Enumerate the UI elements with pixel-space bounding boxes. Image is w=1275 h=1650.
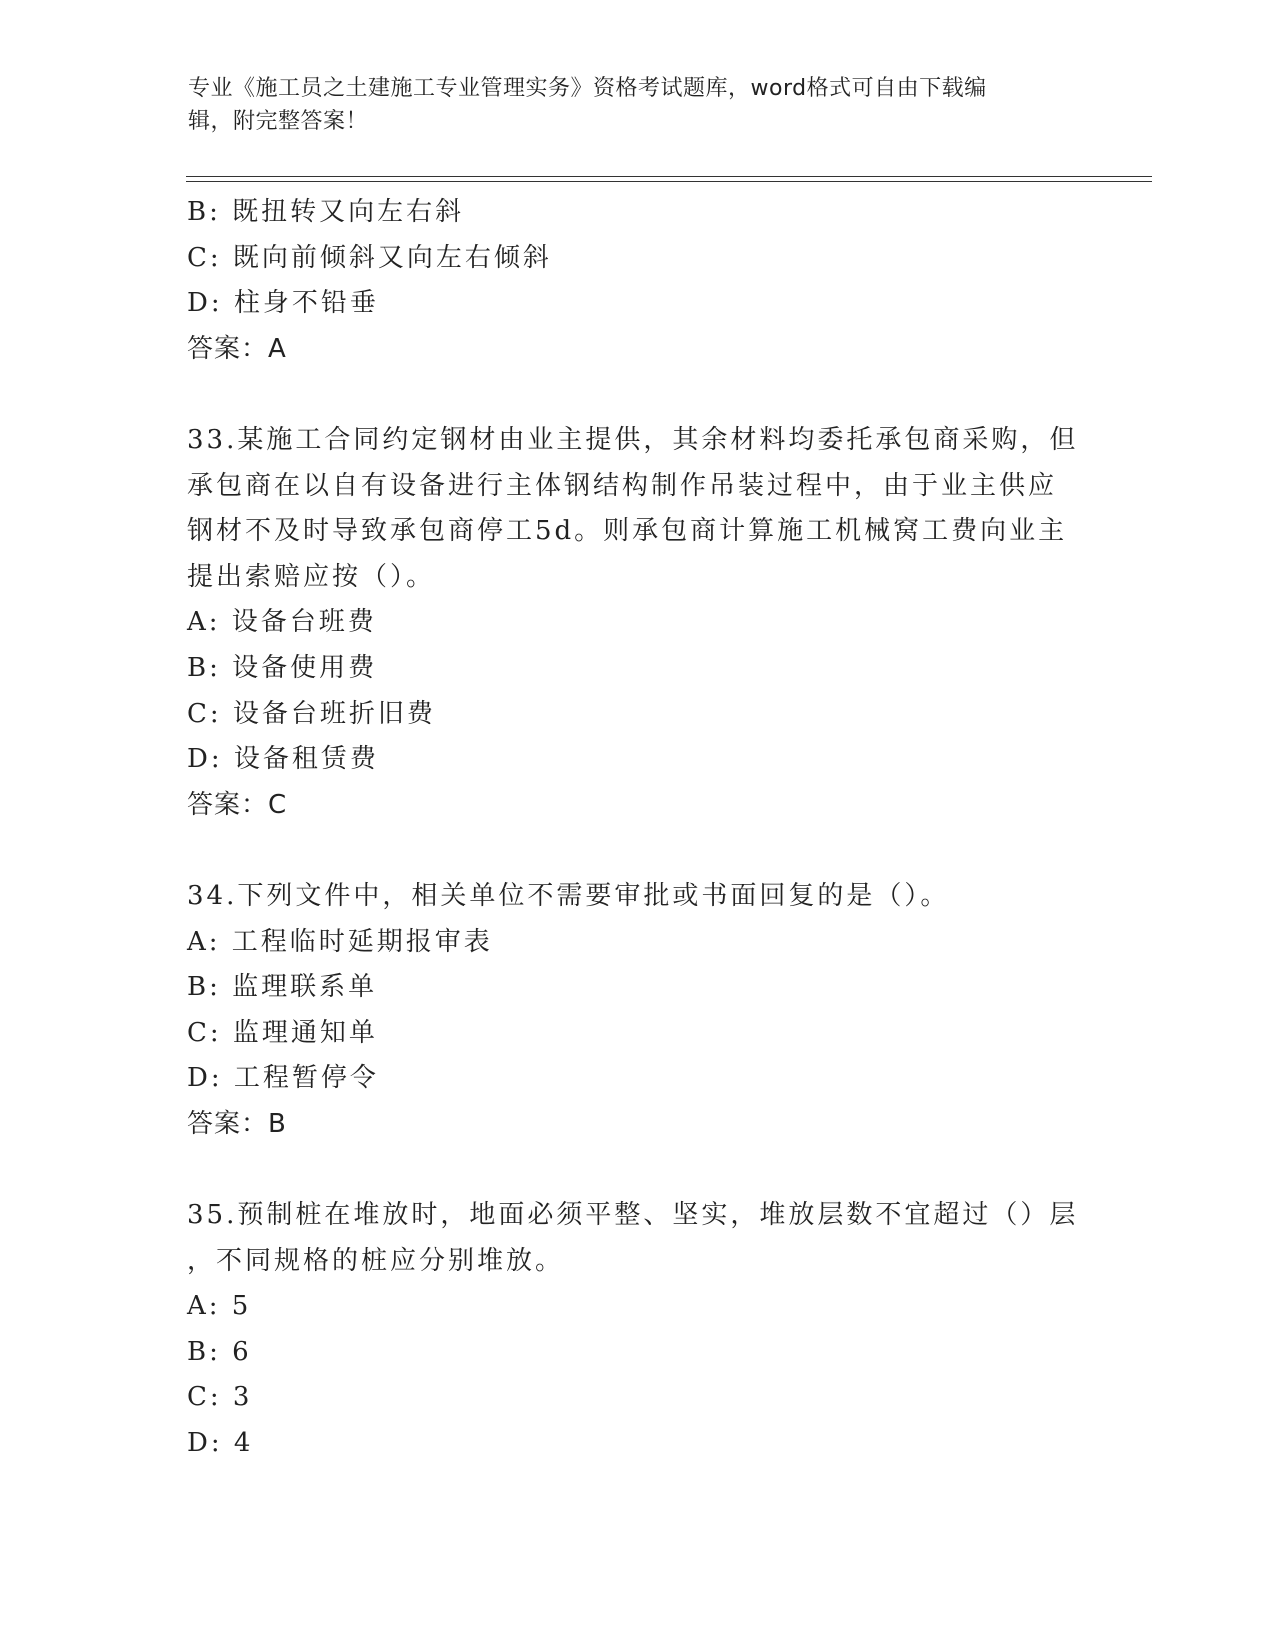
answer: 答案：B [187, 1108, 287, 1139]
question-33 [187, 418, 1087, 828]
question-stem: 34.下列文件中，相关单位不需要审批或书面回复的是（）。 [187, 880, 950, 911]
header-line-2: 辑，附完整答案！ [188, 109, 369, 134]
spacer [187, 372, 1087, 418]
question-stem: 33.某施工合同约定钢材由业主提供，其余材料均委托承包商采购，但 [187, 424, 1079, 455]
option-b: B: 6 [187, 1336, 252, 1367]
question-32 [187, 190, 1087, 372]
option-c: C: 设备台班折旧费 [187, 698, 436, 729]
question-content [187, 190, 1087, 1467]
option-a: A: 5 [187, 1291, 252, 1322]
option-a: A: 工程临时延期报审表 [187, 926, 493, 957]
option-c: C: 监理通知单 [187, 1017, 378, 1048]
question-stem: 提出索赔应按（）。 [187, 561, 436, 592]
header-divider-bottom [186, 181, 1152, 182]
header-divider-top [186, 176, 1152, 177]
option-d: D: 工程暂停令 [187, 1063, 379, 1094]
spacer [187, 828, 1087, 874]
spacer [187, 1147, 1087, 1193]
option-c: C: 3 [187, 1382, 253, 1413]
option-b: B: 既扭转又向左右斜 [187, 197, 465, 227]
answer: 答案：C [187, 789, 288, 820]
option-a: A: 设备台班费 [187, 607, 377, 638]
question-stem: 35.预制桩在堆放时，地面必须平整、坚实，堆放层数不宜超过（）层 [187, 1200, 1079, 1231]
option-b: B: 监理联系单 [187, 972, 378, 1003]
option-b: B: 设备使用费 [187, 652, 378, 683]
option-d: D: 4 [187, 1428, 254, 1459]
option-c: C: 既向前倾斜又向左右倾斜 [187, 242, 552, 273]
document-header [188, 72, 1068, 138]
question-35 [187, 1193, 1087, 1467]
question-34 [187, 874, 1087, 1148]
header-line-1: 专业《施工员之土建施工专业管理实务》资格考试题库，word格式可自由下载编 [188, 76, 987, 101]
question-stem: 承包商在以自有设备进行主体钢结构制作吊装过程中，由于业主供应 [187, 470, 1058, 501]
question-stem: ，不同规格的桩应分别堆放。 [187, 1245, 565, 1276]
answer: 答案：A [187, 333, 287, 364]
option-d: D: 柱身不铅垂 [187, 288, 379, 319]
option-d: D: 设备租赁费 [187, 744, 379, 775]
question-stem: 钢材不及时导致承包商停工5d。则承包商计算施工机械窝工费向业主 [187, 516, 1068, 547]
